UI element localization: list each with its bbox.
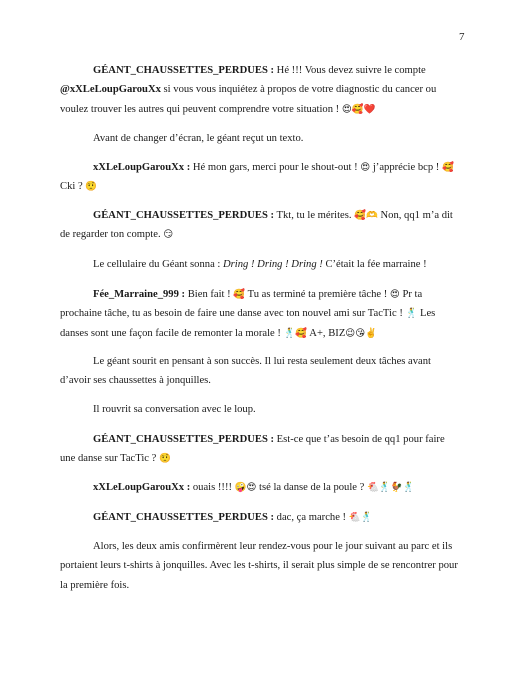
emoji: 🥰 (233, 289, 246, 300)
paragraph-8: Il rouvrit sa conversation avec le loup. (93, 404, 256, 415)
paragraph-6 (60, 285, 460, 343)
emoji: 🥰🫶 (354, 210, 378, 221)
speaker-name: Fée_Marraine_999 : (93, 289, 186, 300)
message-text: Les danses sont une façon facile de remonter la morale ! (60, 308, 436, 339)
message-text: Bien fait ! (185, 289, 234, 300)
emoji: 😍 (360, 162, 371, 173)
emoji: 🐔🕺🐓🕺 (367, 482, 415, 493)
emoji-group: 😍🥰❤️ (341, 103, 376, 115)
emoji: 😉😘✌️ (345, 327, 377, 339)
message-text: dac, ça marche ! (274, 512, 349, 523)
message-text: Est-ce que t’as besoin de qq1 pour faire une danse sur TacTic ? (60, 434, 445, 465)
message-text: Non, qq1 m’a dit de regarder ton compte. (60, 210, 453, 241)
message-text: Pr ta prochaine tâche, tu as besoin de faire une danse avec ton nouvel ami sur TacTic ! (60, 289, 423, 320)
message-text: j’apprécie bcp ! (370, 162, 442, 173)
speaker-name: GÉANT_CHAUSSETTES_PERDUES : (93, 434, 275, 445)
emoji: 🤪😍 (234, 482, 257, 493)
message-text: si vous vous inquiétez à propos de votre diagnostic du cancer ou voulez trouver les autres qui peuvent comprendre votre situation ! (60, 84, 437, 115)
speaker-name: GÉANT_CHAUSSETTES_PERDUES : (93, 210, 275, 221)
narration-text: C’était la fée marraine ! (322, 259, 427, 270)
paragraph-1 (60, 61, 460, 119)
paragraph-3 (60, 158, 460, 197)
emoji: 🤨 (159, 453, 171, 465)
narration-text: Le cellulaire du Géant sonna : (93, 259, 224, 270)
emoji: 😏 (163, 229, 174, 241)
speaker-name: GÉANT_CHAUSSETTES_PERDUES : (93, 512, 275, 523)
speaker-name: xXLeLoupGarouXx : (93, 482, 191, 493)
emoji: 🤨 (85, 181, 98, 193)
message-text: Tu as terminé ta première tâche ! (245, 289, 390, 300)
emoji: 🐔🕺 (348, 512, 373, 523)
message-text: Hé !!! Vous devez suivre le compte (274, 65, 426, 76)
emoji: 🥰 (441, 162, 454, 173)
paragraph-11 (60, 508, 460, 527)
message-text: Tkt, tu le mérites. (274, 210, 355, 221)
message-text: Cki ? (60, 181, 86, 193)
ringtone-text: Dring ! Dring ! Dring ! (223, 259, 323, 270)
message-text: A+, BIZ (307, 327, 346, 339)
paragraph-2: Avant de changer d’écran, le géant reçut un texto. (93, 133, 304, 144)
message-text: tsé la danse de la poule ? (256, 482, 367, 493)
paragraph-5 (60, 255, 460, 274)
speaker-name: GÉANT_CHAUSSETTES_PERDUES : (93, 65, 275, 76)
emoji: 🕺 (405, 308, 418, 320)
message-text: Hé mon gars, merci pour le shout-out ! (190, 162, 361, 173)
paragraph-9 (60, 430, 460, 469)
speaker-name: xXLeLoupGarouXx : (93, 162, 191, 173)
message-text: ouais !!!! (190, 482, 235, 493)
paragraph-4 (60, 206, 460, 245)
emoji: 🕺🥰 (283, 327, 308, 339)
paragraph-7: Le géant sourit en pensant à son succès. Il lui resta seulement deux tâches avant d’avoir ses chaussettes à jonquilles. (60, 356, 432, 387)
emoji: 😍 (389, 289, 400, 300)
paragraph-10 (60, 478, 460, 497)
page-number: 7 (459, 31, 465, 43)
paragraph-12: Alors, les deux amis confirmèrent leur rendez-vous pour le jour suivant au parc et ils portaient leurs t-shirts à jonquilles. Avec les t-shirts, il serait plus simple de se rencontrer pour la première fois. (60, 541, 458, 591)
account-mention: @xXLeLoupGarouXx (60, 84, 161, 96)
